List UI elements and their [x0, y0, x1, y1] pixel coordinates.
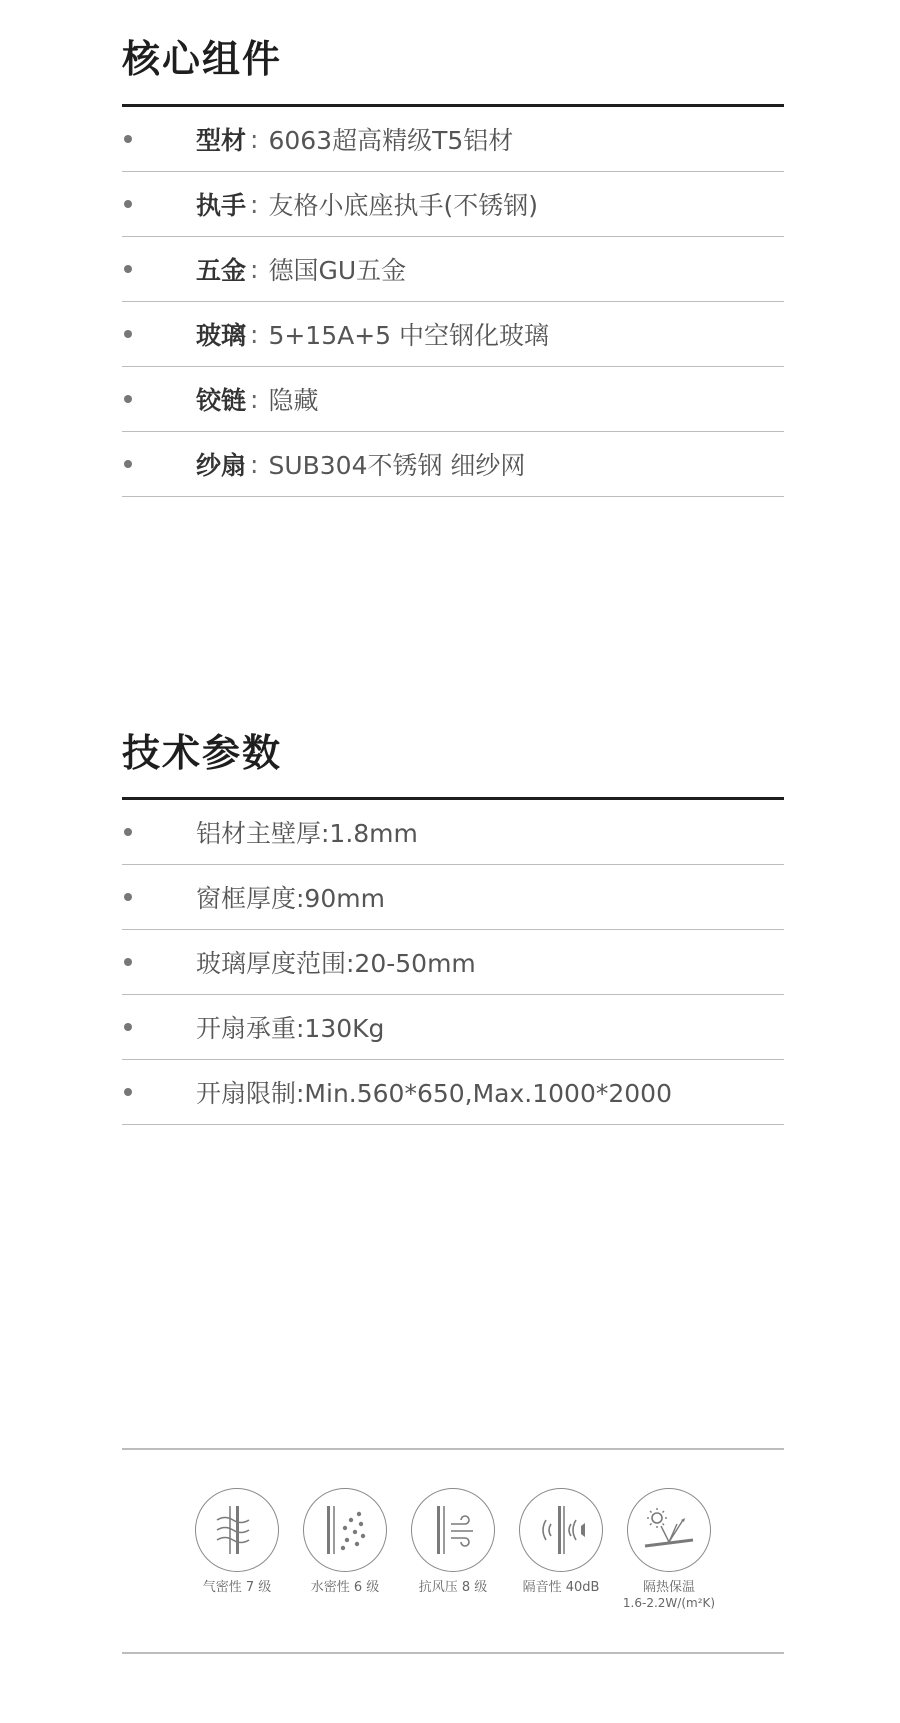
- spec-value: 5+15A+5 中空钢化玻璃: [268, 321, 550, 350]
- heat-insulation-icon: [627, 1488, 711, 1572]
- spec-separator: :: [250, 254, 259, 284]
- bullet-icon: [124, 1088, 132, 1096]
- tech-row-text: 窗框厚度:90mm: [196, 884, 385, 913]
- bullet-icon: [124, 200, 132, 208]
- bullet-icon: [124, 828, 132, 836]
- bullet-icon: [124, 135, 132, 143]
- sound-insulation-icon: [519, 1488, 603, 1572]
- watertight-icon: [303, 1488, 387, 1572]
- spec-separator: :: [250, 384, 259, 414]
- spec-label: 纱扇: [196, 451, 247, 480]
- features-top-rule: [122, 1448, 784, 1450]
- feature-watertight: [291, 1488, 399, 1611]
- airtight-icon: [195, 1488, 279, 1572]
- spec-row-glass: [122, 302, 784, 367]
- spec-separator: :: [250, 449, 259, 479]
- tech-row-wall-thickness: [122, 800, 784, 865]
- spec-value: 6063超高精级T5铝材: [268, 126, 514, 155]
- bullet-icon: [124, 893, 132, 901]
- tech-row-glass-range: [122, 930, 784, 995]
- feature-label: 水密性 6 级: [310, 1580, 380, 1595]
- spec-label: 五金: [196, 256, 247, 285]
- feature-airtight: [183, 1488, 291, 1611]
- bullet-icon: [124, 265, 132, 273]
- spec-label: 执手: [196, 191, 247, 220]
- spec-row-screen: [122, 432, 784, 497]
- bullet-icon: [124, 460, 132, 468]
- features-bottom-rule: [122, 1652, 784, 1654]
- spec-label: 铰链: [196, 386, 247, 415]
- feature-label: 抗风压 8 级: [418, 1580, 488, 1595]
- bullet-icon: [124, 330, 132, 338]
- feature-label: 隔热保温: [642, 1580, 695, 1595]
- spec-separator: :: [250, 189, 259, 219]
- spec-separator: :: [250, 124, 259, 154]
- feature-sub-label: 1.6-2.2W/(m²K): [622, 1596, 716, 1610]
- tech-row-text: 铝材主壁厚:1.8mm: [196, 819, 418, 848]
- tech-row-text: 开扇限制:Min.560*650,Max.1000*2000: [196, 1079, 672, 1108]
- tech-row-sash-load: [122, 995, 784, 1060]
- tech-row-text: 玻璃厚度范围:20-50mm: [196, 949, 476, 978]
- bullet-icon: [124, 1023, 132, 1031]
- feature-wind-pressure: [399, 1488, 507, 1611]
- feature-sound-insulation: [507, 1488, 615, 1611]
- feature-label: 隔音性 40dB: [522, 1580, 600, 1595]
- tech-row-sash-limit: [122, 1060, 784, 1125]
- performance-features: [183, 1488, 723, 1611]
- feature-label: 气密性 7 级: [202, 1580, 272, 1595]
- spec-row-hinge: [122, 367, 784, 432]
- spec-label: 玻璃: [196, 321, 247, 350]
- tech-row-text: 开扇承重:130Kg: [196, 1014, 385, 1043]
- spec-row-handle: [122, 172, 784, 237]
- bullet-icon: [124, 395, 132, 403]
- spec-row-hardware: [122, 237, 784, 302]
- spec-row-profile: [122, 107, 784, 172]
- tech-spec-list: [122, 800, 784, 1125]
- core-section-title: 核心组件: [122, 37, 283, 81]
- spec-value: 隐藏: [268, 386, 319, 415]
- core-spec-list: [122, 107, 784, 497]
- tech-section-title: 技术参数: [122, 731, 283, 775]
- tech-row-frame-thickness: [122, 865, 784, 930]
- spec-label: 型材: [196, 126, 247, 155]
- spec-separator: :: [250, 319, 259, 349]
- bullet-icon: [124, 958, 132, 966]
- spec-value: 友格小底座执手(不锈钢): [268, 191, 538, 220]
- spec-value: SUB304不锈钢 细纱网: [268, 451, 526, 480]
- wind-pressure-icon: [411, 1488, 495, 1572]
- spec-value: 德国GU五金: [268, 256, 407, 285]
- feature-heat-insulation: [615, 1488, 723, 1611]
